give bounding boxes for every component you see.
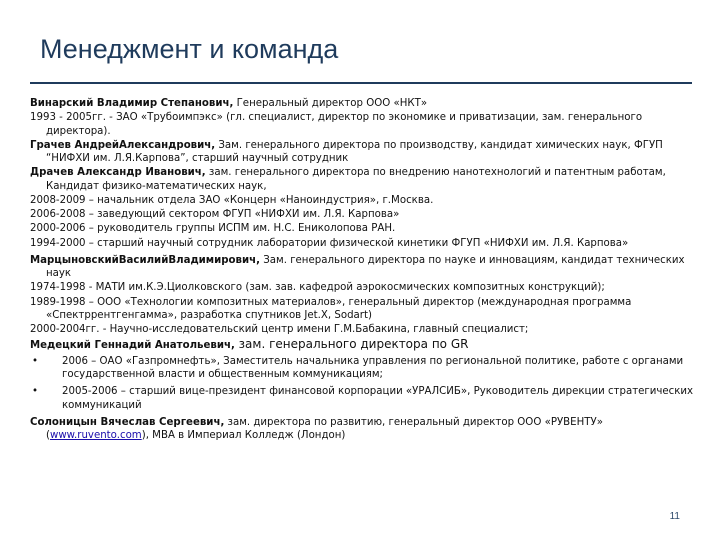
martsynovsky-name: МарцыновскийВасилийВладимирович, bbox=[30, 254, 261, 266]
medetsky-bullet-text: 2006 – ОАО «Газпромнефть», Заместитель начальника управления по региональной политике, работе с органами государственной власти и общественным коммуникациям; bbox=[62, 355, 684, 381]
medetsky-bullet-text: 2005-2006 – старший вице-президент финансовой корпорации «УРАЛСИБ», Руководитель дирекции стратегических коммуникаций bbox=[62, 386, 694, 411]
drachev-name: Драчев Александр Иванович, bbox=[30, 167, 206, 179]
vinarsky-entry bbox=[30, 97, 698, 110]
medetsky-name: Медецкий Геннадий Анатольевич, bbox=[30, 340, 235, 352]
solonitsyn-role-end: ), МВА в Империал Колледж (Лондон) bbox=[141, 430, 346, 442]
solonitsyn-name: Солоницын Вячеслав Сергеевич, bbox=[30, 416, 225, 428]
solonitsyn-entry bbox=[30, 416, 698, 443]
vinarsky-history: 1993 - 2005гг. - ЗАО «Трубоимпэкс» (гл. специалист, директор по экономике и приватизации, зам. генерального директора). bbox=[30, 112, 643, 137]
martsynovsky-history-line: 1974-1998 - МАТИ им.К.Э.Циолковского (зам. зав. кафедрой аэрокосмических композитных конструкций); bbox=[30, 282, 605, 294]
vinarsky-name: Винарский Владимир Степанович, bbox=[30, 98, 234, 109]
page-number: 11 bbox=[669, 511, 680, 522]
drachev-history-line: 1994-2000 – старший научный сотрудник лаборатории физической кинетики ФГУП «НИФХИ им. Л.Я. Карпова» bbox=[30, 237, 629, 249]
vinarsky-role: Генеральный директор ООО «НКТ» bbox=[233, 98, 428, 109]
drachev-role: зам. генерального директора по внедрению нанотехнологий и патентным работам, Кандидат физико-математических наук, bbox=[46, 167, 666, 192]
medetsky-role: зам. генерального директора по GR bbox=[234, 337, 469, 352]
solonitsyn-role: зам. директора по развитию, генеральный директор ООО «РУВЕНТУ» ( bbox=[46, 416, 603, 442]
grachev-name: Грачев АндрейАлександрович, bbox=[30, 139, 216, 151]
martsynovsky-history-line: 1989-1998 – ООО «Технологии композитных материалов», генеральный директор (международная программа «Спектррентгенгамма», разработка спутников Jet.X, Sodart) bbox=[30, 296, 632, 321]
team-content bbox=[30, 97, 698, 443]
ruvento-link[interactable]: www.ruvento.com bbox=[49, 430, 142, 442]
grachev-role: Зам. генерального директора по производству, кандидат химических наук, ФГУП “НИФХИ им. Л.Я.Карпова”, старший научный сотрудник bbox=[46, 139, 663, 164]
drachev-history-line: 2006-2008 – заведующий сектором ФГУП «НИФХИ им. Л.Я. Карпова» bbox=[30, 209, 400, 220]
bullet-mark: • bbox=[32, 355, 39, 367]
medetsky-bullet bbox=[30, 385, 698, 412]
drachev-entry bbox=[30, 166, 698, 193]
drachev-history-line: 2000-2006 – руководитель группы ИСПМ им. Н.С. Ениколопова РАН. bbox=[30, 223, 396, 235]
bullet-mark: • bbox=[32, 386, 39, 398]
martsynovsky-history-line: 2000-2004гг. - Научно-исследовательский центр имени Г.М.Бабакина, главный специалист; bbox=[30, 324, 529, 335]
title-divider bbox=[30, 82, 692, 84]
martsynovsky-role: Зам. генерального директора по науке и инновациям, кандидат технических наук bbox=[46, 254, 685, 279]
medetsky-bullet bbox=[30, 355, 698, 382]
page-title: Менеджмент и команда bbox=[40, 34, 339, 64]
martsynovsky-entry bbox=[30, 254, 698, 281]
drachev-history-line: 2008-2009 – начальник отдела ЗАО «Концерн «Наноиндустрия», г.Москва. bbox=[30, 194, 434, 206]
medetsky-entry bbox=[30, 337, 698, 353]
grachev-entry bbox=[30, 139, 698, 166]
